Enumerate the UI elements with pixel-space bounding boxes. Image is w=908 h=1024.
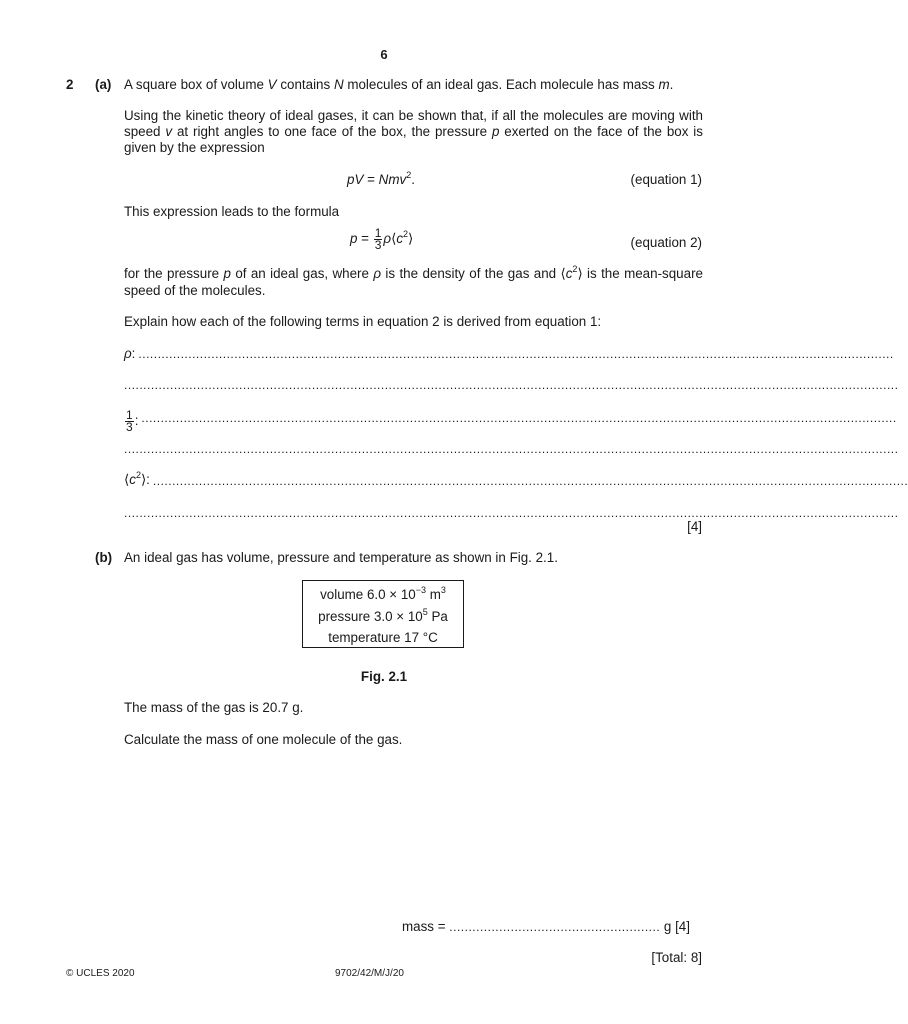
where-paragraph: for the pressure p of an ideal gas, where ρ is the density of the gas and $⟨c^2⟩$ is the mean-square speed of the molecules.	[124, 264, 703, 298]
page-number: 6	[380, 47, 388, 62]
answer-line[interactable]: ..........................................................................................................................................................................................................	[124, 442, 899, 456]
equation-2: p = $\frac{1}{3}$ $\rho⟨c^2⟩$	[350, 226, 414, 252]
third-answer-line[interactable]	[124, 405, 897, 434]
mass-statement: The mass of the gas is 20.7 g.	[124, 700, 304, 715]
mass-answer-label: mass =	[402, 919, 446, 934]
kinetic-theory-paragraph: Using the kinetic theory of ideal gases, it can be shown that, if all the molecules are moving with speed v at right angles to one face of the box, the pressure p exerted on the face of the box is given by the expression	[124, 108, 703, 155]
third-term-label: $\frac{1}{3}$ :	[126, 408, 139, 434]
part-a-marks: [4]	[687, 519, 702, 534]
answer-dots: .....................................................................................................................................................................................................	[141, 411, 897, 425]
part-b-marks: [4]	[675, 919, 690, 934]
answer-line[interactable]: ..........................................................................................................................................................................................................	[124, 378, 899, 392]
part-b-label: (b)	[95, 550, 113, 565]
pressure-value: pressure $3.0 \times 10^5$ Pa	[318, 606, 448, 624]
leads-to-text: This expression leads to the formula	[124, 204, 340, 219]
answer-dots: .....................................................................................................................................................................................................	[152, 474, 908, 488]
answer-dots: .......................................................	[449, 920, 661, 934]
footer-copyright: © UCLES 2020	[66, 968, 135, 979]
mass-unit: g	[663, 919, 672, 934]
temperature-value: temperature 17 °C	[328, 630, 438, 645]
question-number: 2	[66, 77, 74, 92]
equation-1-label: (equation 1)	[630, 172, 702, 187]
mass-answer-line[interactable]	[402, 919, 690, 934]
footer-paper-code: 9702/42/M/J/20	[335, 968, 404, 979]
part-a-intro: A square box of volume V contains N molecules of an ideal gas. Each molecule has mass m.	[124, 77, 674, 92]
one-third-fraction: $\frac{1}{3}$	[374, 226, 382, 252]
figure-caption: Fig. 2.1	[360, 669, 408, 684]
equation-2-label: (equation 2)	[630, 235, 702, 250]
task-text: Calculate the mass of one molecule of the gas.	[124, 732, 403, 747]
equation-1: pV = Nmv$^2$.	[347, 170, 415, 187]
total-marks: [Total: 8]	[651, 950, 702, 965]
answer-line[interactable]: ..........................................................................................................................................................................................................	[124, 506, 899, 520]
rho-term-label: ρ:	[124, 346, 136, 361]
volume-value: volume $6.0 \times 10^{-3}$ $m^3$	[320, 585, 446, 602]
figure-2-1-box	[302, 580, 464, 648]
part-a-label: (a)	[95, 77, 112, 92]
part-b-intro: An ideal gas has volume, pressure and temperature as shown in Fig. 2.1.	[124, 550, 558, 565]
instruction-text: Explain how each of the following terms in equation 2 is derived from equation 1:	[124, 314, 602, 329]
c2-answer-line[interactable]	[124, 470, 908, 488]
rho-answer-line[interactable]	[124, 343, 894, 361]
answer-dots: .....................................................................................................................................................................................................	[138, 347, 894, 361]
c2-term-label: $⟨c^2⟩$:	[124, 470, 150, 487]
